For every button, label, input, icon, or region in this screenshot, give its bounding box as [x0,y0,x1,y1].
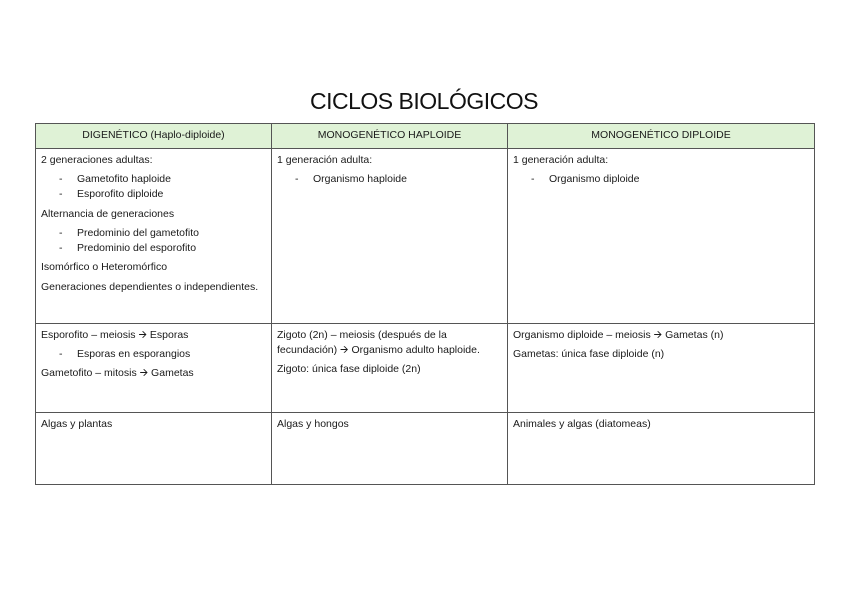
cell-text: Alternancia de generaciones [41,207,175,220]
page-title: CICLOS BIOLÓGICOS [310,88,538,114]
cell-digenetico-process [36,324,272,413]
cycles-table [35,123,815,485]
list-item: - Gametofito haploide [59,172,266,187]
header-monogenetico-diploide: MONOGENÉTICO DIPLOIDE [508,124,815,149]
table-row-generations [36,149,815,324]
cell-text: Esporofito – meiosis 🡪 Esporas [41,329,189,341]
bullet-list [277,172,502,187]
list-item: - Predominio del esporofito [59,241,266,256]
cell-text: Gametas: única fase diploide (n) [513,348,665,361]
list-item: - Organismo haploide [295,172,502,187]
list-item: - Predominio del gametofito [59,226,266,241]
cell-haploide-process [272,324,508,413]
cell-digenetico-generations [36,149,272,324]
cell-text: Zigoto (2n) – meiosis (después de la fecundación) 🡪 Organismo adulto haploide. [277,329,480,357]
cell-text: Gametofito – mitosis 🡪 Gametas [41,367,194,380]
header-digenetico: DIGENÉTICO (Haplo-diploide) [36,124,272,149]
cell-text: Generaciones dependientes o independientes. [41,280,259,293]
cell-text: Algas y hongos [277,418,349,430]
bullet-list [41,347,266,362]
list-item: - Organismo diploide [531,172,809,187]
table-row-process [36,324,815,413]
bullet-list [41,226,266,256]
header-monogenetico-haploide: MONOGENÉTICO HAPLOIDE [272,124,508,149]
cell-haploide-examples [272,413,508,485]
list-item: - Esporas en esporangios [59,347,266,362]
cell-text: 2 generaciones adultas: [41,154,153,166]
cell-haploide-generations [272,149,508,324]
cell-text: 1 generación adulta: [513,154,609,166]
cell-text: Zigoto: única fase diploide (2n) [277,363,421,376]
cell-text: Isomórfico o Heteromórfico [41,261,168,274]
cell-diploide-process [508,324,815,413]
cell-text: Organismo diploide – meiosis 🡪 Gametas (n) [513,329,724,341]
cell-diploide-examples [508,413,815,485]
cell-text: Algas y plantas [41,418,113,430]
cell-text: Animales y algas (diatomeas) [513,418,651,430]
cell-digenetico-examples [36,413,272,485]
bullet-list [513,172,809,187]
table-header-row [36,124,815,149]
cell-diploide-generations [508,149,815,324]
cell-text: 1 generación adulta: [277,154,373,166]
list-item: - Esporofito diploide [59,187,266,202]
bullet-list [41,172,266,202]
table-row-examples [36,413,815,485]
